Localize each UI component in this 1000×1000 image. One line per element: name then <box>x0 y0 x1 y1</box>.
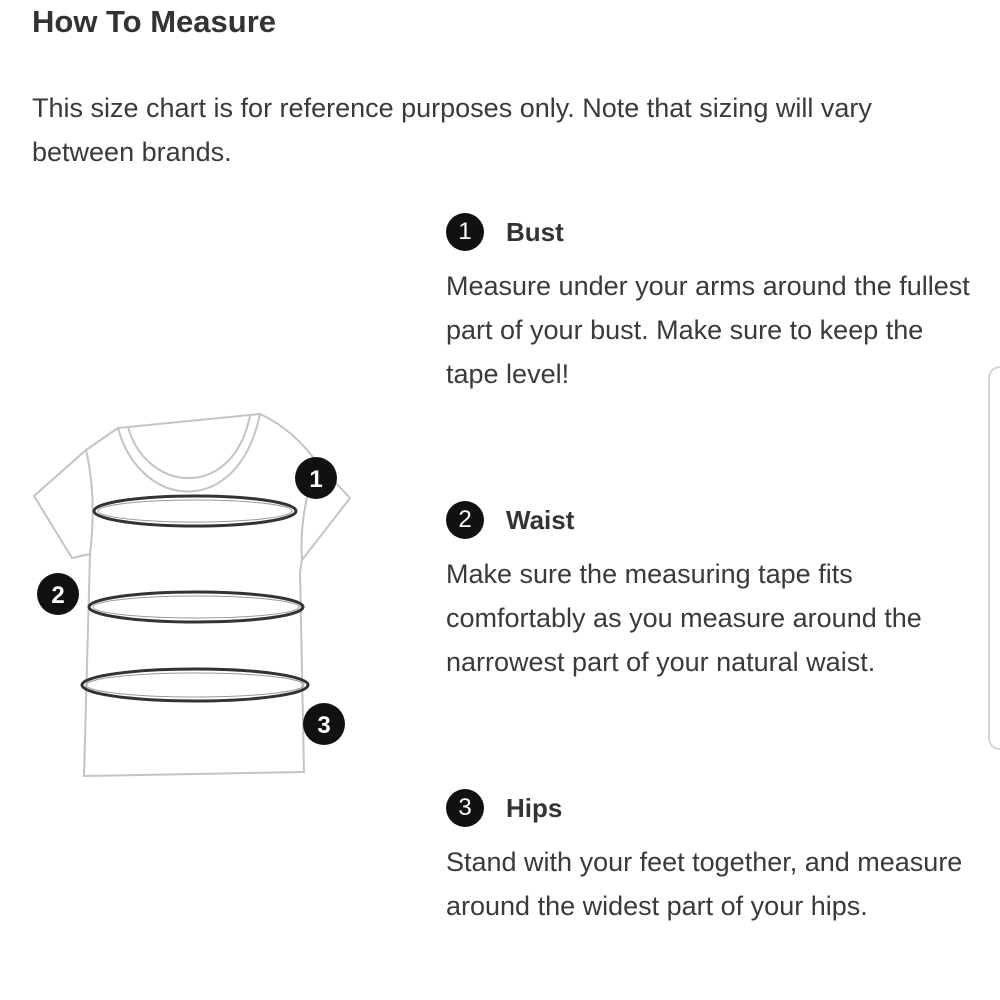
svg-text:3: 3 <box>317 712 331 739</box>
hips-description: Stand with your feet together, and measure around the widest part of your hips. <box>446 847 963 921</box>
waist-heading <box>446 500 976 540</box>
hips-number-badge: 3 <box>446 789 484 827</box>
hips-heading <box>446 788 976 828</box>
svg-text:2: 2 <box>51 582 65 609</box>
waist-description: Make sure the measuring tape fits comfortably as you measure around the narrowest part of your natural waist. <box>446 559 922 677</box>
bust-title: Bust <box>506 216 564 247</box>
waist-section <box>446 500 976 684</box>
marker-2-badge <box>37 573 79 615</box>
bust-number-badge: 1 <box>446 213 484 251</box>
svg-text:1: 1 <box>309 466 323 493</box>
hips-title: Hips <box>506 792 563 823</box>
side-panel-edge[interactable] <box>988 366 1000 750</box>
tshirt-measurement-illustration <box>28 400 358 790</box>
bust-description: Measure under your arms around the fullest part of your bust. Make sure to keep the tape level! <box>446 271 970 389</box>
hips-section <box>446 788 976 928</box>
bust-heading <box>446 212 976 252</box>
waist-number-badge: 2 <box>446 501 484 539</box>
bust-section <box>446 212 976 396</box>
page-title: How To Measure <box>32 4 277 39</box>
waist-title: Waist <box>506 504 575 535</box>
marker-3-badge <box>303 703 345 745</box>
intro-text: This size chart is for reference purposes only. Note that sizing will vary between brands. <box>32 93 872 167</box>
marker-1-badge <box>295 457 337 499</box>
